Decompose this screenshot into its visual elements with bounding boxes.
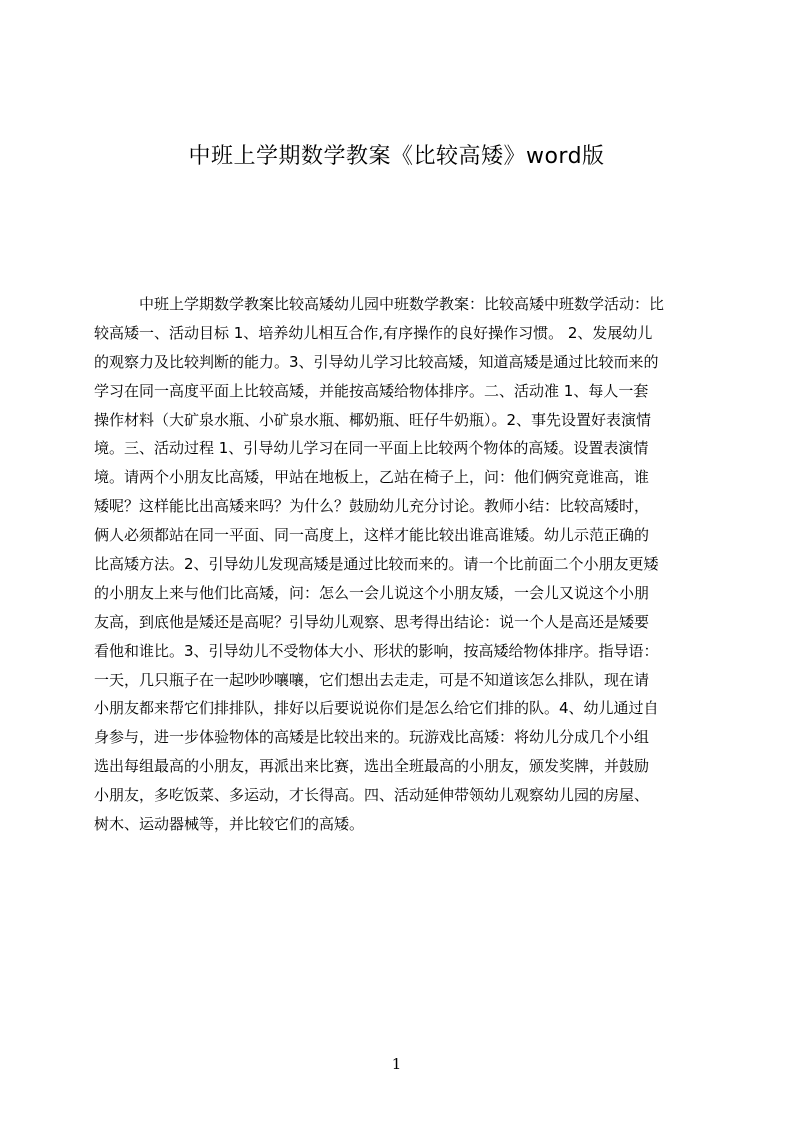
body-line: 操作材料（大矿泉水瓶、小矿泉水瓶、椰奶瓶、旺仔牛奶瓶）。2、事先设置好表演情 — [94, 410, 652, 429]
document-title: 中班上学期数学教案《比较高矮》word版 — [188, 144, 605, 169]
body-line: 友高，到底他是矮还是高呢？引导幼儿观察、思考得出结论：说一个人是高还是矮要 — [94, 612, 650, 631]
body-line: 一天，几只瓶子在一起吵吵嚷嚷，它们想出去走走，可是不知道该怎么排队，现在请 — [94, 670, 650, 689]
body-line: 的观察力及比较判断的能力。3、引导幼儿学习比较高矮，知道高矮是通过比较而来的 — [94, 352, 659, 371]
body-paragraph — [94, 290, 698, 839]
body-line: 中班上学期数学教案比较高矮幼儿园中班数学教案：比较高矮中班数学活动：比 — [139, 295, 665, 313]
body-line: 看他和谁比。3、引导幼儿不受物体大小、形状的影响，按高矮给物体排序。指导语： — [94, 641, 659, 660]
body-line: 境。三、活动过程 1、引导幼儿学习在同一平面上比较两个物体的高矮。设置表演情 — [94, 439, 649, 458]
body-line: 小朋友都来帮它们排排队，排好以后要说说你们是怎么给它们排的队。4、幼儿通过自 — [94, 699, 659, 718]
page-number: 1 — [391, 1055, 402, 1073]
body-line: 树木、运动器械等，并比较它们的高矮。 — [94, 815, 365, 834]
body-line: 较高矮一、活动目标 1、培养幼儿相互合作,有序操作的良好操作习惯。 2、发展幼儿 — [94, 323, 653, 342]
body-line: 比高矮方法。2、引导幼儿发现高矮是通过比较而来的。请一个比前面二个小朋友更矮 — [94, 555, 659, 574]
body-line: 矮呢？这样能比出高矮来吗？为什么？鼓励幼儿充分讨论。教师小结：比较高矮时， — [94, 497, 650, 516]
body-line: 学习在同一高度平面上比较高矮，并能按高矮给物体排序。二、活动准 1、每人一套 — [94, 381, 649, 400]
body-line: 俩人必须都站在同一平面、同一高度上，这样才能比较出谁高谁矮。幼儿示范正确的 — [94, 526, 650, 545]
body-line: 身参与，进一步体验物体的高矮是比较出来的。玩游戏比高矮：将幼儿分成几个小组 — [94, 728, 650, 747]
body-line: 境。请两个小朋友比高矮，甲站在地板上，乙站在椅子上，问：他们俩究竟谁高，谁 — [94, 468, 650, 487]
body-line: 选出每组最高的小朋友，再派出来比赛，选出全班最高的小朋友，颁发奖牌，并鼓励 — [94, 757, 650, 776]
body-line: 小朋友，多吃饭菜、多运动，才长得高。四、活动延伸带领幼儿观察幼儿园的房屋、 — [94, 786, 650, 805]
body-line: 的小朋友上来与他们比高矮，问：怎么一会儿说这个小朋友矮，一会儿又说这个小朋 — [94, 583, 650, 602]
